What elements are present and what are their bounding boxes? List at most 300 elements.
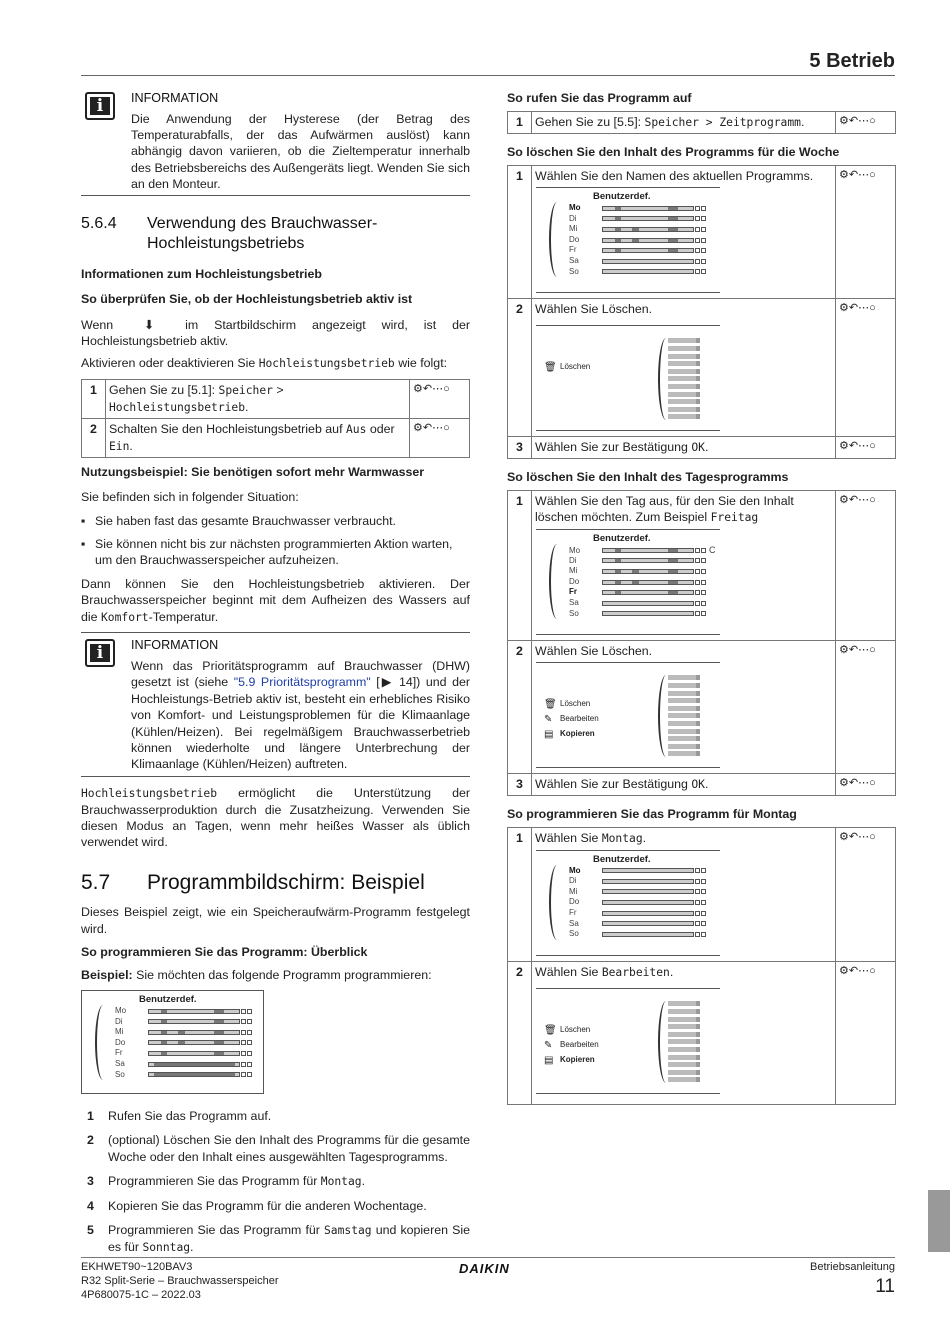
- time-bar: [602, 580, 694, 585]
- screen-square: [696, 751, 700, 756]
- heading-overview: So programmieren Sie das Programm: Überblick: [81, 945, 368, 960]
- schedule-screen: [536, 187, 720, 293]
- time-bar: [602, 558, 694, 563]
- screen-square: [696, 721, 700, 726]
- day-row: [569, 908, 706, 919]
- day-row: [569, 245, 706, 256]
- check-paragraph: Wenn ⬇ im Startbildschirm angezeigt wird, ist der Hochleistungsbetrieb aktiv.: [81, 317, 470, 348]
- time-bar: [602, 900, 694, 905]
- screen-square: [696, 744, 700, 749]
- time-bar: [602, 889, 694, 894]
- screen-square: [696, 384, 700, 389]
- activate-paragraph: Aktivieren oder deaktivieren Sie Hochleistungsbetrieb wie folgt:: [81, 356, 448, 371]
- screen-line: [668, 729, 698, 734]
- header-rule: [81, 75, 895, 76]
- info-icon: i: [85, 92, 115, 120]
- left-column: [81, 90, 470, 1264]
- bar-fill: [668, 581, 678, 584]
- screen-square: [696, 729, 700, 734]
- bar-fill: [668, 591, 678, 594]
- controller-icon: ⚙↶⋯○: [836, 827, 896, 961]
- screen-line: [668, 691, 698, 696]
- bar-fill: [214, 1031, 224, 1034]
- bar-square: [695, 932, 700, 937]
- bar-fill: [668, 559, 678, 562]
- screen-square: [696, 392, 700, 397]
- bar-square: [701, 879, 706, 884]
- bar-fill: [668, 570, 678, 573]
- screen-line: [668, 354, 698, 359]
- bar-fill: [632, 239, 639, 242]
- bar-square: [695, 580, 700, 585]
- steps-table-monday: [507, 827, 896, 1106]
- day-label: Fr: [569, 907, 577, 917]
- list-item: ▪ Sie haben fast das gesamte Brauchwasser verbraucht.: [81, 513, 396, 528]
- bar-square: [695, 921, 700, 926]
- screen-square: [696, 1024, 700, 1029]
- info-icon: i: [85, 639, 115, 667]
- edit-icon: ✎: [544, 1039, 553, 1051]
- bar-square: [701, 601, 706, 606]
- screen-square: [696, 675, 700, 680]
- day-label: Sa: [569, 256, 579, 266]
- bar-fill: [214, 1020, 224, 1023]
- list-item: 3 Programmieren Sie das Programm für Montag.: [87, 1174, 366, 1189]
- situation-text: Sie befinden sich in folgender Situation:: [81, 490, 299, 505]
- bar-square: [701, 269, 706, 274]
- bar-square: [241, 1009, 246, 1014]
- bar-square: [695, 548, 700, 553]
- day-label: Sa: [569, 918, 579, 928]
- time-bar: [148, 1072, 240, 1077]
- screen-line: [668, 1070, 698, 1075]
- menu-item: [544, 1055, 595, 1066]
- bar-square: [695, 558, 700, 563]
- screen-line: [668, 1077, 698, 1082]
- screen-line: [668, 376, 698, 381]
- bar-square: [701, 911, 706, 916]
- day-label: Do: [569, 897, 580, 907]
- bar-square: [695, 238, 700, 243]
- day-row: [569, 876, 706, 887]
- screen-line: [668, 392, 698, 397]
- bar-fill: [214, 1041, 224, 1044]
- table-row: 1 Wählen Sie Montag. Benutzerdef. Mo Di Mi Do Fr Sa So ⚙↶⋯○: [508, 827, 896, 961]
- menu-item-label: Kopieren: [560, 1055, 595, 1065]
- menu-item-label: Löschen: [560, 1025, 591, 1035]
- menu-screen: [536, 325, 720, 431]
- controller-icon: ⚙↶⋯○: [836, 961, 896, 1105]
- screen-line: [668, 698, 698, 703]
- controller-icon: ⚙↶⋯○: [410, 380, 470, 419]
- screen-square: [696, 1001, 700, 1006]
- screen-square: [696, 1032, 700, 1037]
- bar-square: [247, 1051, 252, 1056]
- time-bar: [602, 216, 694, 221]
- screen-line: [668, 338, 698, 343]
- screen-square: [696, 1009, 700, 1014]
- day-label: So: [569, 608, 579, 618]
- bar-fill: [615, 217, 621, 220]
- bar-square: [701, 569, 706, 574]
- time-bar: [602, 601, 694, 606]
- screen-title: Benutzerdef.: [593, 853, 651, 865]
- screen-title: Benutzerdef.: [139, 993, 197, 1005]
- screen-square: [696, 414, 700, 419]
- day-row: [115, 1059, 252, 1070]
- day-row: [115, 1048, 252, 1059]
- day-row: [569, 577, 706, 588]
- screen-square: [696, 376, 700, 381]
- day-row: [569, 929, 706, 940]
- day-row: [569, 566, 706, 577]
- day-row: [569, 609, 706, 620]
- bar-square: [701, 889, 706, 894]
- screen-line: [668, 1024, 698, 1029]
- list-item: ▪ Sie können nicht bis zur nächsten programmierten Aktion warten, um den Brauchwasserspeicher aufzuheizen.: [81, 537, 453, 568]
- bar-fill: [668, 217, 678, 220]
- screen-square: [696, 706, 700, 711]
- table-row: 2 Wählen Sie Löschen. 🗑 Löschen ⚙↶⋯○: [508, 299, 896, 437]
- time-bar: [602, 921, 694, 926]
- day-row: [569, 897, 706, 908]
- controller-icon: ⚙↶⋯○: [836, 640, 896, 773]
- day-label: Do: [569, 234, 580, 244]
- menu-screen: [536, 662, 720, 768]
- info-box-hysteresis: [81, 90, 470, 196]
- day-row: [115, 1070, 252, 1081]
- screen-square: [696, 407, 700, 412]
- day-row: [569, 267, 706, 278]
- screen-title: Benutzerdef.: [593, 191, 651, 203]
- screen-arc: [95, 1005, 111, 1080]
- section-5-6-4: 5.6.4 Verwendung des Brauchwasser-Hochleistungsbetriebs: [81, 215, 378, 252]
- controller-icon: ⚙↶⋯○: [836, 112, 896, 134]
- bar-square: [695, 259, 700, 264]
- screen-line: [668, 1017, 698, 1022]
- bar-fill: [615, 249, 621, 252]
- day-row: [115, 1038, 252, 1049]
- info-text: Wenn das Prioritätsprogramm auf Brauchwasser (DHW) gesetzt ist (siehe "5.9 Prioritätsprogramm" [▶ 14]) und der Hochleistungs-Betrieb aktiv ist, besteht ein erhebliches Risiko von Komfort- und Leistungsproblemen für die Klimaanlage (Kühlen/Heizen). Bei regelmäßigem Brauchwasserbetrieb können wiederholte und längere Unterbrechung der Klimaanlage (Kühlen/Heizen) auftreten.: [131, 659, 470, 772]
- day-row: [115, 1027, 252, 1038]
- bar-square: [701, 227, 706, 232]
- screen-line: [668, 1001, 698, 1006]
- screen-square: [696, 338, 700, 343]
- day-row: [115, 1017, 252, 1028]
- bar-square: [695, 216, 700, 221]
- steps-table-day: [507, 490, 896, 797]
- menu-item-label: Löschen: [560, 362, 591, 372]
- controller-icon: ⚙↶⋯○: [836, 774, 896, 796]
- bar-fill: [214, 1010, 224, 1013]
- table-row: 2 Wählen Sie Bearbeiten. 🗑 Löschen ✎ Bearbeiten ▤ Kopieren ⚙↶⋯○: [508, 961, 896, 1105]
- day-label: Di: [569, 213, 577, 223]
- menu-item: [544, 714, 599, 725]
- controller-icon: ⚙↶⋯○: [410, 419, 470, 458]
- bar-fill: [178, 1031, 185, 1034]
- time-bar: [602, 259, 694, 264]
- screen-square: [696, 346, 700, 351]
- heading-example: Nutzungsbeispiel: Sie benötigen sofort mehr Warmwasser: [81, 464, 425, 479]
- time-bar: [148, 1009, 240, 1014]
- screen-square: [696, 361, 700, 366]
- bar-fill: [154, 1063, 235, 1066]
- time-bar: [148, 1051, 240, 1056]
- day-row: [569, 214, 706, 225]
- bar-square: [241, 1040, 246, 1045]
- heading-week: So löschen Sie den Inhalt des Programms für die Woche: [507, 145, 840, 160]
- link-priority-program[interactable]: "5.9 Prioritätsprogramm": [233, 675, 371, 690]
- bar-square: [247, 1040, 252, 1045]
- day-label: So: [569, 266, 579, 276]
- screen-line: [668, 384, 698, 389]
- day-row: [569, 556, 706, 567]
- bar-fill: [154, 1073, 235, 1076]
- controller-icon: ⚙↶⋯○: [836, 165, 896, 298]
- screen-line: [668, 736, 698, 741]
- screen-square: [696, 1055, 700, 1060]
- bar-fill: [161, 1010, 167, 1013]
- bar-square: [701, 216, 706, 221]
- screen-square: [696, 683, 700, 688]
- bar-square: [701, 611, 706, 616]
- bar-square: [695, 868, 700, 873]
- day-row: [569, 598, 706, 609]
- day-row: [569, 235, 706, 246]
- table-row: 3 Wählen Sie zur Bestätigung OK. ⚙↶⋯○: [508, 437, 896, 459]
- menu-item-label: Bearbeiten: [560, 714, 599, 724]
- time-bar: [602, 911, 694, 916]
- info-text: Die Anwendung der Hysterese (der Betrag des Temperaturabfalls, der das Aufwärmen auslöst) kann abhängig davon variieren, ob die Zieltemperatur innerhalb des Betriebsbereichs des Außengeräts liegt. Wenden Sie sich an den Monteur.: [131, 111, 470, 192]
- bar-fill: [178, 1041, 185, 1044]
- boost-icon: ⬇: [143, 317, 155, 332]
- bar-square: [701, 900, 706, 905]
- screen-line: [668, 706, 698, 711]
- table-row: 3 Wählen Sie zur Bestätigung OK. ⚙↶⋯○: [508, 774, 896, 796]
- chapter-title: 5 Betrieb: [809, 50, 895, 72]
- footer-left: EKHWET90~120BAV3 R32 Split-Serie – Brauchwasserspeicher 4P680075-1C – 2022.03: [81, 1261, 279, 1301]
- day-row: [569, 224, 706, 235]
- day-label: Sa: [115, 1058, 125, 1068]
- time-bar: [148, 1030, 240, 1035]
- schedule-screen: [536, 529, 720, 635]
- screen-square: [696, 369, 700, 374]
- example-screen: [81, 990, 264, 1094]
- bar-fill: [668, 249, 678, 252]
- screen-line: [668, 1032, 698, 1037]
- list-item: 2 (optional) Löschen Sie den Inhalt des Programms für die gesamte Woche oder den Inhalt eines ausgewählten Tagesprogramms.: [87, 1133, 470, 1164]
- copy-icon: ▤: [544, 728, 554, 740]
- bar-fill: [161, 1041, 167, 1044]
- day-row: [115, 1006, 252, 1017]
- day-row: [569, 887, 706, 898]
- screen-line: [668, 369, 698, 374]
- table-row: 1 Wählen Sie den Tag aus, für den Sie den Inhalt löschen möchten. Zum Beispiel Freitag Benutzerdef. Mo C Di Mi Do Fr Sa So ⚙↶⋯○: [508, 490, 896, 640]
- bar-fill: [668, 239, 678, 242]
- screen-line: [668, 1047, 698, 1052]
- bar-fill: [615, 591, 621, 594]
- time-bar: [602, 206, 694, 211]
- screen-square: [696, 354, 700, 359]
- bar-fill: [161, 1052, 167, 1055]
- day-label: Do: [115, 1037, 126, 1047]
- screen-square: [696, 1017, 700, 1022]
- day-label: Mo: [569, 865, 581, 875]
- intro-5-7: Dieses Beispiel zeigt, wie ein Speicheraufwärm-Programm festgelegt wird.: [81, 905, 470, 936]
- day-label: Mi: [569, 566, 578, 576]
- controller-icon: ⚙↶⋯○: [836, 299, 896, 437]
- then-paragraph: Dann können Sie den Hochleistungsbetrieb aktivieren. Der Brauchwasserspeicher beginnt mit dem Aufheizen des Wassers auf die Komfort-Temperatur.: [81, 576, 470, 624]
- info-box-priority: [81, 632, 470, 776]
- right-column: [507, 90, 896, 1105]
- cursor-mark: C: [709, 544, 716, 555]
- menu-item: [544, 1040, 599, 1051]
- bar-square: [241, 1030, 246, 1035]
- screen-line: [668, 1039, 698, 1044]
- screen-line: [668, 1009, 698, 1014]
- controller-icon: ⚙↶⋯○: [836, 437, 896, 459]
- day-label: Mi: [115, 1027, 124, 1037]
- day-label: Mi: [569, 886, 578, 896]
- menu-item-label: Bearbeiten: [560, 1040, 599, 1050]
- screen-arc: [549, 544, 565, 619]
- screen-line: [668, 721, 698, 726]
- day-label: Fr: [569, 587, 577, 597]
- screen-square: [696, 399, 700, 404]
- time-bar: [602, 932, 694, 937]
- time-bar: [148, 1062, 240, 1067]
- bar-fill: [668, 207, 678, 210]
- copy-icon: ▤: [544, 1054, 554, 1066]
- schedule-screen: [82, 991, 266, 1097]
- day-row: [569, 866, 706, 877]
- bar-square: [247, 1072, 252, 1077]
- footer-right: Betriebsanleitung 11: [809, 1261, 895, 1297]
- table-row: 2 Wählen Sie Löschen. 🗑 Löschen ✎ Bearbeiten ▤ Kopieren ⚙↶⋯○: [508, 640, 896, 773]
- bar-fill: [668, 549, 678, 552]
- bar-fill: [615, 549, 621, 552]
- day-label: Sa: [569, 597, 579, 607]
- bar-square: [695, 590, 700, 595]
- day-label: Di: [569, 555, 577, 565]
- time-bar: [602, 269, 694, 274]
- bar-square: [241, 1051, 246, 1056]
- day-label: Mo: [569, 203, 581, 213]
- bar-fill: [632, 228, 639, 231]
- bar-square: [701, 590, 706, 595]
- day-label: Mi: [569, 224, 578, 234]
- day-label: Fr: [115, 1048, 123, 1058]
- bar-fill: [615, 581, 621, 584]
- trash-icon: 🗑: [544, 1024, 557, 1036]
- steps-table-boost: [81, 379, 470, 458]
- schedule-screen: [536, 850, 720, 956]
- screen-line: [668, 751, 698, 756]
- list-item: 4 Kopieren Sie das Programm für die anderen Wochentage.: [87, 1198, 427, 1213]
- day-row: [569, 203, 706, 214]
- screen-square: [696, 1077, 700, 1082]
- bar-square: [247, 1062, 252, 1067]
- bar-square: [241, 1072, 246, 1077]
- menu-item: [544, 729, 595, 740]
- day-label: Fr: [569, 245, 577, 255]
- menu-item: [544, 362, 590, 373]
- bar-square: [701, 558, 706, 563]
- screen-line: [668, 713, 698, 718]
- screen-line: [668, 683, 698, 688]
- side-tab: [928, 1190, 950, 1252]
- screen-line: [668, 1062, 698, 1067]
- edit-icon: ✎: [544, 713, 553, 725]
- time-bar: [602, 611, 694, 616]
- bar-fill: [615, 559, 621, 562]
- bar-square: [247, 1019, 252, 1024]
- time-bar: [602, 868, 694, 873]
- screen-square: [696, 1039, 700, 1044]
- example-paragraph: Beispiel: Sie möchten das folgende Programm programmieren:: [81, 967, 432, 982]
- daikin-logo: DAIKIN: [459, 1261, 510, 1276]
- screen-square: [696, 736, 700, 741]
- time-bar: [148, 1019, 240, 1024]
- list-item: 5 Programmieren Sie das Programm für Samstag und kopieren Sie es für Sonntag.: [87, 1223, 470, 1255]
- bar-square: [701, 248, 706, 253]
- page-number: 11: [875, 1275, 895, 1297]
- menu-item-label: Löschen: [560, 699, 591, 709]
- screen-line: [668, 407, 698, 412]
- bar-fill: [615, 228, 621, 231]
- info-heading: INFORMATION: [131, 638, 219, 653]
- day-label: Mo: [569, 545, 581, 555]
- day-row: [569, 919, 706, 930]
- bar-square: [701, 921, 706, 926]
- heading-day: So löschen Sie den Inhalt des Tagesprogramms: [507, 470, 789, 485]
- bar-fill: [214, 1052, 224, 1055]
- list-item: 1 Rufen Sie das Programm auf.: [87, 1108, 272, 1123]
- bar-square: [695, 269, 700, 274]
- time-bar: [602, 227, 694, 232]
- screen-title: Benutzerdef.: [593, 532, 651, 544]
- screen-line: [668, 361, 698, 366]
- heading-monday: So programmieren Sie das Programm für Montag: [507, 807, 797, 822]
- day-row: [569, 256, 706, 267]
- bar-square: [701, 238, 706, 243]
- menu-item: [544, 699, 590, 710]
- bar-square: [695, 569, 700, 574]
- screen-square: [696, 691, 700, 696]
- screen-square: [696, 1047, 700, 1052]
- bar-square: [701, 580, 706, 585]
- footer-rule: [81, 1257, 895, 1258]
- day-label: So: [569, 929, 579, 939]
- bar-square: [241, 1062, 246, 1067]
- screen-line: [668, 414, 698, 419]
- day-label: Di: [115, 1016, 123, 1026]
- bar-square: [695, 889, 700, 894]
- menu-item-label: Kopieren: [560, 729, 595, 739]
- bar-square: [695, 227, 700, 232]
- bar-square: [695, 611, 700, 616]
- bar-fill: [161, 1031, 167, 1034]
- time-bar: [148, 1040, 240, 1045]
- bar-square: [695, 911, 700, 916]
- time-bar: [602, 238, 694, 243]
- bar-square: [247, 1030, 252, 1035]
- controller-icon: ⚙↶⋯○: [836, 490, 896, 640]
- screen-arc: [549, 202, 565, 277]
- bar-fill: [632, 570, 639, 573]
- heading-check: So überprüfen Sie, ob der Hochleistungsbetrieb aktiv ist: [81, 292, 413, 307]
- bar-square: [701, 259, 706, 264]
